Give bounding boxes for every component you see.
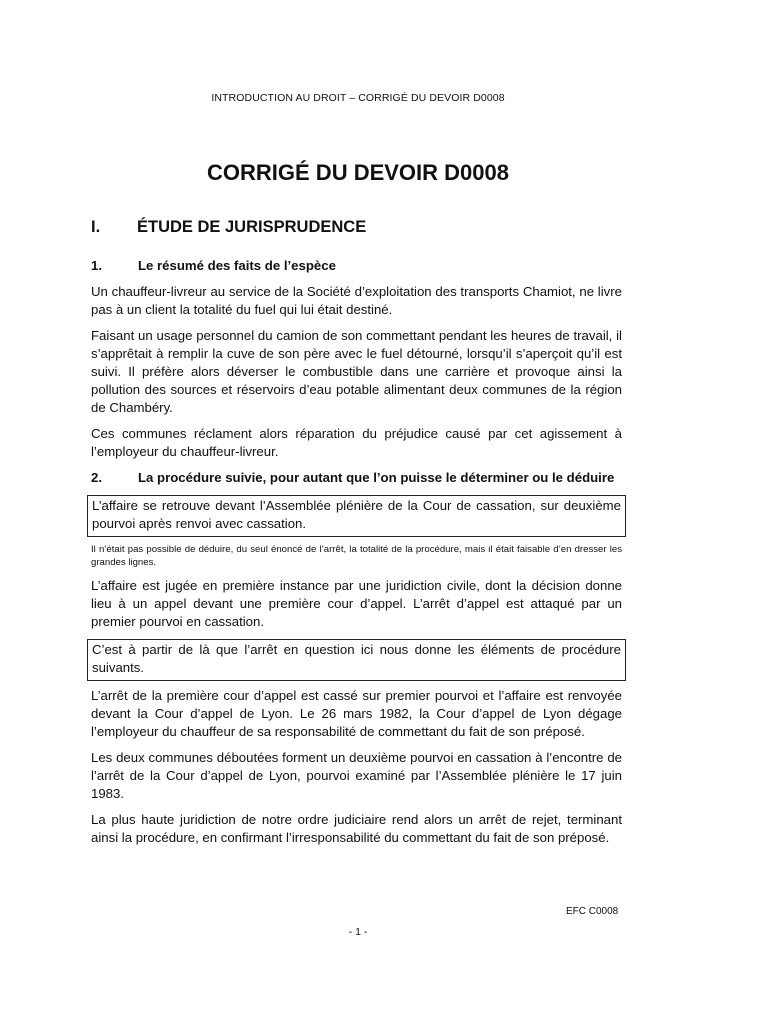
paragraph-facts-2: Faisant un usage personnel du camion de son commettant pendant les heures de travail, il s’apprêtait à remplir la cuve de son père avec le fuel détourné, lorsqu’il s’aperçoit qu’il est suivi. Il préfère alors déverser le combustible dans une carrière et provoque ainsi la pollution des sources et réservoirs d’eau potable alimentant deux communes de la région de Chambéry. (91, 328, 622, 415)
paragraph-facts-3: Ces communes réclament alors réparation du préjudice causé par cet agissement à l’employeur du chauffeur-livreur. (91, 426, 622, 459)
paragraph-procedure-3: Les deux communes déboutées forment un deuxième pourvoi en cassation à l’encontre de l’arrêt de la Cour d’appel de Lyon, pourvoi examiné par l’Assemblée plénière le 17 juin 1983. (91, 750, 622, 801)
subheading-2-label: La procédure suivie, pour autant que l’on puisse le déterminer ou le déduire (138, 470, 615, 485)
subheading-1-label: Le résumé des faits de l’espèce (138, 258, 336, 273)
explanatory-note: Il n’était pas possible de déduire, du seul énoncé de l’arrêt, la totalité de la procédure, mais il était faisable d’en dresser les grandes lignes. (91, 544, 622, 568)
subheading-2-number: 2. (91, 470, 102, 485)
section-heading (91, 218, 631, 237)
running-header: INTRODUCTION AU DROIT – CORRIGÉ DU DEVOIR D0008 (211, 92, 505, 104)
paragraph-procedure-2: L’arrêt de la première cour d’appel est cassé sur premier pourvoi et l’affaire est renvoyée devant la Cour d’appel de Lyon. Le 26 mars 1982, la Cour d’appel de Lyon dégage l’employeur du chauffeur de sa responsabilité de commettant du fait de son préposé. (91, 688, 622, 739)
page-number: - 1 - (348, 926, 368, 938)
subheading-2 (91, 469, 622, 487)
section-label: ÉTUDE DE JURISPRUDENCE (137, 218, 367, 236)
subheading-1 (91, 257, 622, 275)
section-number: I. (91, 218, 101, 236)
body-content (91, 257, 622, 855)
subheading-1-number: 1. (91, 258, 102, 273)
boxed-paragraph-1: L’affaire se retrouve devant l’Assemblée plénière de la Cour de cassation, sur deuxième pourvoi après renvoi avec cassation. (87, 495, 626, 537)
footer-code: EFC C0008 (566, 906, 619, 917)
paragraph-facts-1: Un chauffeur-livreur au service de la Société d’exploitation des transports Chamiot, ne livre pas à un client la totalité du fuel qui lui était destiné. (91, 284, 622, 317)
paragraph-procedure-1: L’affaire est jugée en première instance par une juridiction civile, dont la décision donne lieu à un appel devant une première cour d’appel. L’arrêt d’appel est attaqué par un premier pourvoi en cassation. (91, 578, 622, 629)
paragraph-procedure-4: La plus haute juridiction de notre ordre judiciaire rend alors un arrêt de rejet, terminant ainsi la procédure, en confirmant l’irresponsabilité du commettant du fait de son préposé. (91, 812, 622, 845)
boxed-paragraph-2: C’est à partir de là que l’arrêt en question ici nous donne les éléments de procédure suivants. (87, 639, 626, 681)
document-title: CORRIGÉ DU DEVOIR D0008 (207, 160, 509, 185)
